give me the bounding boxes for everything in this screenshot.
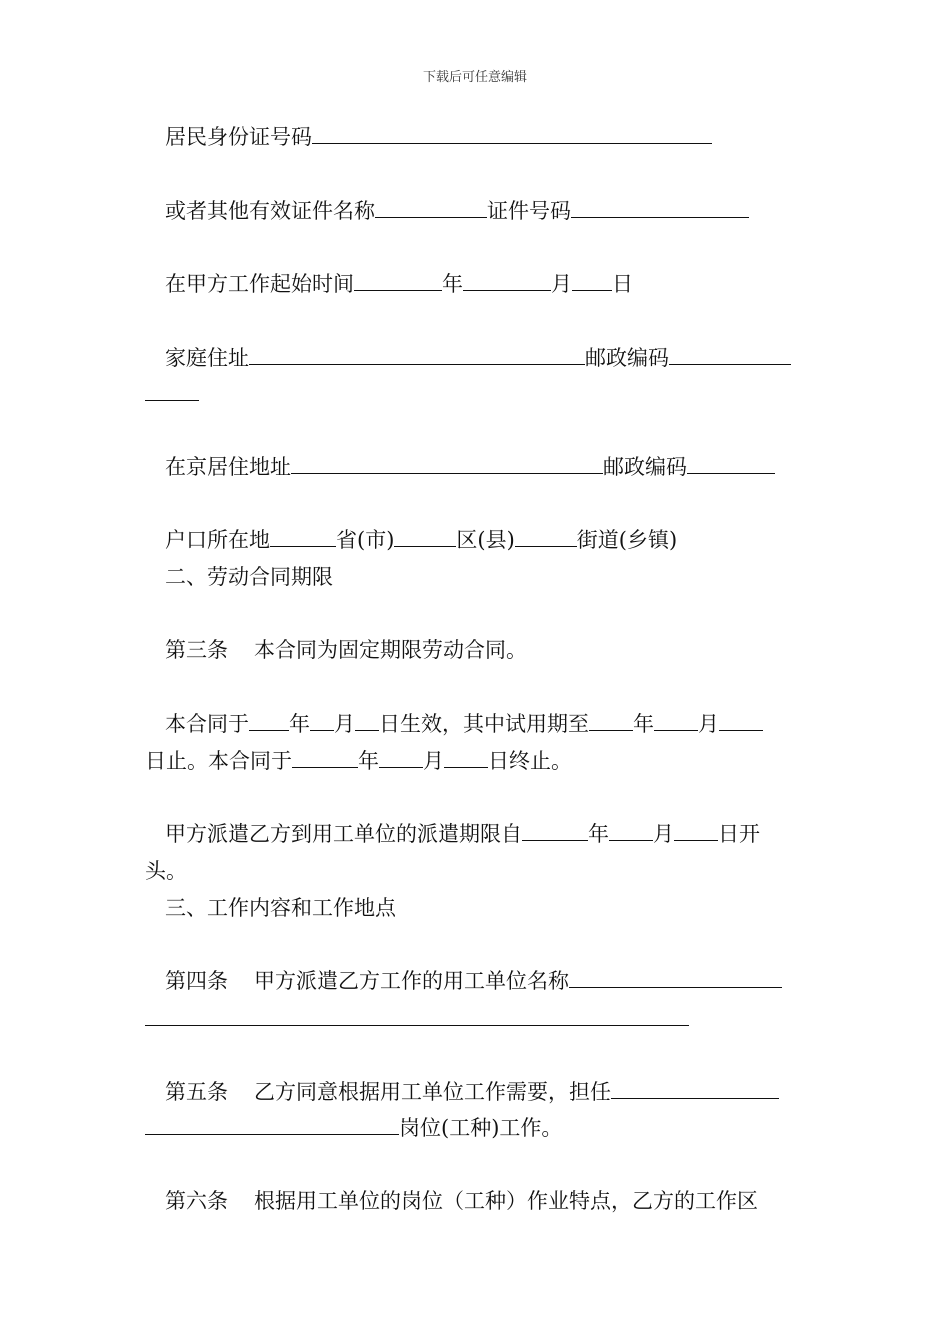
post-blank [611,1076,779,1099]
article-4-text: 甲方派遣乙方工作的用工单位名称 [254,969,569,993]
eff-year-blank [249,708,289,731]
month-label: 月 [698,712,719,736]
month-label: 月 [334,712,355,736]
start-work-label: 在甲方工作起始时间 [165,272,354,296]
prob-month-blank [654,708,698,731]
end-year-blank [292,745,358,768]
employer-name-blank [569,965,782,988]
end-month-blank [379,745,423,768]
postal-code-blank-2 [687,451,775,474]
month-label: 月 [653,822,674,846]
end-suffix: 日终止。 [488,749,572,773]
dispatch-line-1 [145,818,830,849]
start-year-blank [354,268,442,291]
postal-code-label-2: 邮政编码 [603,455,687,479]
article-4-title: 第四条 [165,969,228,993]
article-4 [145,965,830,996]
start-month-blank [463,268,551,291]
hukou-line [145,524,830,555]
other-id-blank [375,195,487,218]
eff-day-blank [355,708,379,731]
dispatch-line-2: 头。 [145,859,187,883]
post-blank-cont [145,1112,399,1135]
effective-line-1 [145,708,830,739]
id-number-label: 居民身份证号码 [165,125,312,149]
effective-label: 本合同于 [165,712,249,736]
article-3 [145,635,830,665]
article-6 [145,1186,830,1216]
end-day-blank [444,745,488,768]
year-label: 年 [633,712,654,736]
dispatch-suffix: 日开 [718,822,760,846]
id-no-label: 证件号码 [487,199,571,223]
district-blank [394,524,456,547]
id-number-line [145,121,830,152]
home-address-line [145,342,830,373]
street-blank [515,524,577,547]
article-5-title: 第五条 [165,1080,228,1104]
province-label: 省(市) [336,528,395,552]
month-label: 月 [551,272,572,296]
id-number-blank [312,121,712,144]
postal-code-blank-cont [145,378,199,401]
effective-line-2 [145,745,810,776]
year-label: 年 [358,749,379,773]
year-label: 年 [588,822,609,846]
other-id-line [145,195,830,226]
section-2-heading: 二、劳动合同期限 [165,565,333,589]
prob-year-blank [589,708,633,731]
dispatch-month-blank [609,818,653,841]
page-header: 下载后可任意编辑 [422,70,527,85]
beijing-address-line [145,451,830,482]
beijing-address-blank [291,451,603,474]
hukou-label: 户口所在地 [165,528,270,552]
beijing-address-label: 在京居住地址 [165,455,291,479]
dispatch-year-blank [522,818,588,841]
article-5-text: 乙方同意根据用工单位工作需要，担任 [254,1080,611,1104]
section-3-heading: 三、工作内容和工作地点 [165,896,396,920]
district-label: 区(县) [456,528,515,552]
postal-code-blank [669,342,791,365]
probation-label: 日生效，其中试用期至 [379,712,589,736]
article-6-text: 根据用工单位的岗位（工种）作业特点，乙方的工作区 [254,1189,758,1213]
year-label: 年 [442,272,463,296]
dispatch-label: 甲方派遣乙方到用工单位的派遣期限自 [165,822,522,846]
start-day-blank [572,268,612,291]
province-blank [270,524,336,547]
other-id-label: 或者其他有效证件名称 [165,199,375,223]
article-6-title: 第六条 [165,1189,228,1213]
article-4-cont [145,1003,810,1034]
prob-day-blank [719,708,763,731]
dispatch-day-blank [674,818,718,841]
start-work-line [145,268,830,299]
id-no-blank [571,195,749,218]
home-address-blank [249,342,585,365]
end-label: 日止。本合同于 [145,749,292,773]
article-5-cont [145,1112,810,1143]
street-label: 街道(乡镇) [576,528,678,552]
home-address-cont [145,378,810,409]
year-label: 年 [289,712,310,736]
article-3-text: 本合同为固定期限劳动合同。 [254,638,527,662]
article-5 [145,1076,830,1107]
day-label: 日 [612,272,633,296]
eff-month-blank [310,708,334,731]
postal-code-label: 邮政编码 [585,346,669,370]
article-5-tail: 岗位(工种)工作。 [399,1116,563,1140]
home-address-label: 家庭住址 [165,346,249,370]
article-3-title: 第三条 [165,638,228,662]
month-label: 月 [423,749,444,773]
employer-name-blank-cont [145,1003,689,1026]
